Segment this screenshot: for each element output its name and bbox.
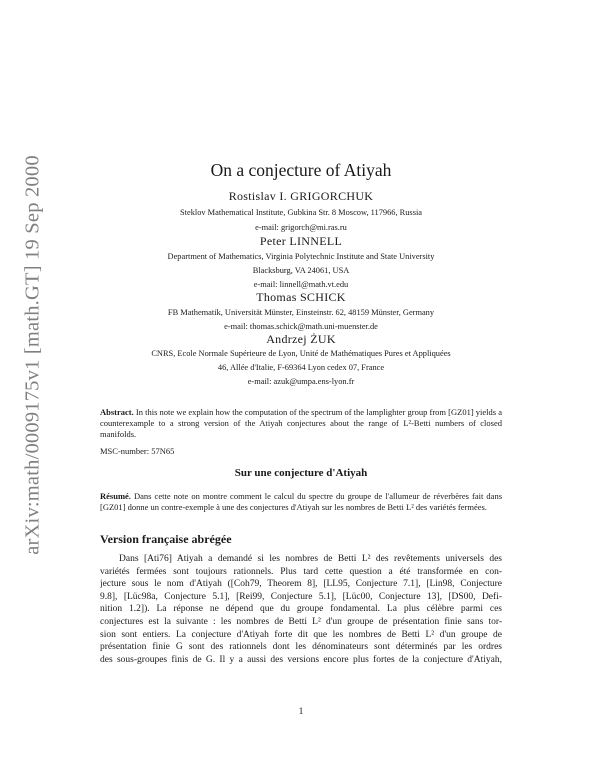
msc-number: MSC-number: 57N65 [100,446,175,456]
resume-text: Dans cette note on montre comment le calcul du spectre du groupe de l'allumeur de réverbères fait dans [GZ01] donne un contre-exemple à une des conjectures d'Atiyah sur les nombres de Betti L² des variétés fermées. [100,491,503,513]
abstract-label: Abstract. [100,407,134,417]
author-email: e-mail: linnell@math.vt.edu [253,280,349,289]
body-paragraph [100,553,502,666]
body-line: conjectures est la suivante : les nombres de Betti L² d'un groupe de présentation finie sans tor- [100,616,502,627]
section-heading: Version française abrégée [100,532,232,546]
author-email: e-mail: grigorch@mi.ras.ru [255,223,347,232]
arxiv-identifier: arXiv:math/0009175v1 [math.GT] 19 Sep 2000 [21,155,44,555]
author-affiliation: CNRS, Ecole Normale Supérieure de Lyon, Unité de Mathématiques Pures et Appliquées [151,349,451,358]
body-line: des sous-groupes finis de G. Il y a aussi des versions encore plus fortes de la conjecture d'Atiyah, [100,654,502,665]
page-number: 1 [298,707,304,717]
french-title: Sur une conjecture d'Atiyah [234,467,368,479]
body-line: Dans [Ati76] Atiyah a demandé si les nombres de Betti L² des revêtements universels des [119,554,502,564]
author-address: 46, Allée d'Italie, F-69364 Lyon cedex 07, France [217,363,385,372]
author-affiliation: FB Mathematik, Universität Münster, Einsteinstr. 62, 48159 Münster, Germany [167,308,435,317]
body-line: présentation finie G sont des rationnels dont les dénominateurs sont déterminés par les ordres [100,642,502,653]
resume [100,491,502,513]
body-line: variétés fermées sont toujours rationnels. Plus tard cette question a été transformée en con- [100,566,502,577]
resume-label: Résumé. [100,491,131,501]
body-line: jecture sous le nom d'Atiyah ([Coh79, Theorem 8], [LL95, Conjecture 7.1], [Lin98, Conjecture [100,579,502,590]
abstract-text: In this note we explain how the computation of the spectrum of the lamplighter group from [GZ01] yields a counterexample to a strong version of the Atiyah conjectures about the range of L²-Betti numbers of closed manifolds. [100,407,502,440]
body-line: sion sont entiers. La conjecture d'Atiyah forte dit que les nombres de Betti L² d'un groupe de [100,629,502,640]
body-line: 9.8], [Lüc98a, Conjecture 5.1], [Rei99, Conjecture 5.1], [Lüc00, Conjecture 13], [DS00, Defi- [100,591,502,602]
author-address: Blacksburg, VA 24061, USA [252,266,350,275]
author-name: Peter LINNELL [259,234,343,248]
paper-title: On a conjecture of Atiyah [210,160,392,180]
author-name: Andrzej ŻUK [266,332,336,346]
body-line: nition 1.2]). La réponse ne dépend que du groupe fondamental. La plus célèbre parmi ces [100,604,502,615]
arxiv-margin-stamp [18,120,48,590]
author-affiliation: Steklov Mathematical Institute, Gubkina Str. 8 Moscow, 117966, Russia [180,208,422,217]
author-email: e-mail: azuk@umpa.ens-lyon.fr [247,377,355,386]
abstract [100,407,502,441]
author-affiliation: Department of Mathematics, Virginia Polytechnic Institute and State University [167,252,435,261]
author-name: Thomas SCHICK [256,290,346,304]
author-email: e-mail: thomas.schick@math.uni-muenster.de [224,322,378,331]
author-name: Rostislav I. GRIGORCHUK [228,189,374,203]
